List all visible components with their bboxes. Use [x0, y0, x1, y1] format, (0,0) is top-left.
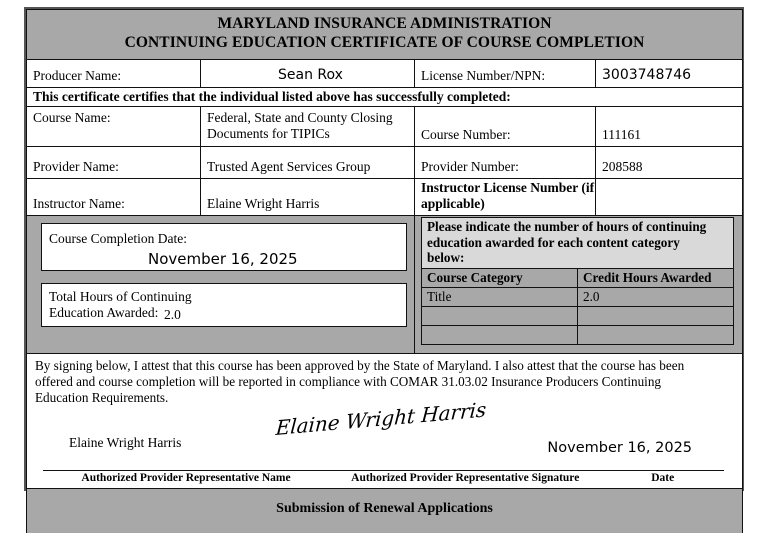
certifies-row [27, 87, 743, 107]
total-hours-label-line-2: Education Awarded: [49, 305, 159, 321]
license-number-value: 3003748746 [596, 59, 743, 87]
producer-row [27, 59, 743, 87]
instructor-license-value [596, 179, 743, 216]
category-header-credit: Credit Hours Awarded [578, 268, 734, 287]
attestation-line-1: By signing below, I attest that this course has been approved by the State of Maryland. I also attest that the course has been [35, 358, 685, 374]
provider-number-label: Provider Number: [415, 147, 596, 179]
course-number-value: 111161 [596, 107, 743, 147]
provider-name-value: Trusted Agent Services Group [201, 147, 415, 179]
instructor-row [27, 179, 743, 216]
instructor-license-label-line-2: applicable) [421, 196, 485, 212]
license-number-label: License Number/NPN: [415, 59, 596, 87]
attestation-line-2: offered and course completion will be reported in compliance with COMAR 31.03.02 Insurance Producers Continuing [35, 374, 662, 390]
instructor-name-value: Elaine Wright Harris [201, 179, 415, 216]
provider-name-label: Provider Name: [27, 147, 201, 179]
signature-date: November 16, 2025 [547, 440, 693, 457]
course-name-line-1: Federal, State and County Closing [207, 110, 393, 126]
representative-name: Elaine Wright Harris [69, 435, 182, 451]
course-name-value [201, 107, 415, 147]
category-row-1-credit [578, 306, 734, 325]
category-row-0-name: Title [422, 287, 578, 306]
category-row-0-credit: 2.0 [578, 287, 734, 306]
category-instructions [421, 217, 734, 268]
provider-row [27, 147, 743, 179]
category-table [421, 268, 734, 345]
attestation-line-3: Education Requirements. [35, 390, 169, 406]
certificate-table [26, 9, 743, 533]
provider-number-value: 208588 [596, 147, 743, 179]
category-table-header-row [422, 268, 734, 287]
total-hours-label-line-1: Total Hours of Continuing [49, 289, 192, 305]
course-completion-date-box [41, 223, 407, 271]
footer-section [27, 489, 743, 533]
course-name-label: Course Name: [27, 107, 201, 147]
attestation-text [35, 358, 732, 406]
title-row [27, 10, 743, 60]
attestation-row [27, 354, 743, 489]
panels-row [27, 216, 743, 354]
title-line-2: CONTINUING EDUCATION CERTIFICATE OF COURSE COMPLETION [124, 33, 645, 51]
signature-captions [35, 471, 732, 486]
category-instruction-line-1: Please indicate the number of hours of continuing [427, 219, 707, 235]
certificate-title [27, 10, 743, 60]
category-panel-wrap [421, 217, 734, 345]
course-completion-date-value: November 16, 2025 [148, 250, 298, 269]
signature-image: Elaine Wright Harris [275, 397, 488, 441]
attestation-block [27, 354, 743, 489]
producer-name-value: Sean Rox [201, 59, 415, 87]
producer-name-label: Producer Name: [27, 59, 201, 87]
category-panel [415, 216, 743, 354]
category-table-row [422, 287, 734, 306]
instructor-name-label: Instructor Name: [27, 179, 201, 216]
course-row [27, 107, 743, 147]
total-hours-box [41, 283, 407, 327]
course-completion-date-label: Course Completion Date: [49, 231, 187, 247]
completion-panel [27, 216, 415, 354]
category-row-1-name [422, 306, 578, 325]
instructor-license-label [415, 179, 596, 216]
category-table-row [422, 306, 734, 325]
category-instruction-line-3: below: [427, 250, 465, 266]
footer-row [27, 489, 743, 533]
category-row-2-credit [578, 325, 734, 344]
total-hours-value: 2.0 [164, 307, 181, 323]
footer-heading: Submission of Renewal Applications [276, 501, 493, 517]
caption-representative-name: Authorized Provider Representative Name [81, 472, 291, 485]
instructor-license-label-line-1: Instructor License Number (if [421, 180, 595, 196]
course-number-label: Course Number: [415, 107, 596, 147]
certifies-statement: This certificate certifies that the individual listed above has successfully completed: [27, 87, 743, 107]
title-line-1: MARYLAND INSURANCE ADMINISTRATION [217, 15, 552, 32]
certificate-document [24, 7, 744, 517]
category-instruction-line-2: education awarded for each content category [427, 234, 680, 250]
caption-date: Date [651, 472, 675, 485]
caption-representative-signature: Authorized Provider Representative Signature [351, 472, 580, 485]
course-name-line-2: Documents for TIPICs [207, 126, 330, 142]
category-header-name: Course Category [422, 268, 578, 287]
category-row-2-name [422, 325, 578, 344]
category-table-row [422, 325, 734, 344]
